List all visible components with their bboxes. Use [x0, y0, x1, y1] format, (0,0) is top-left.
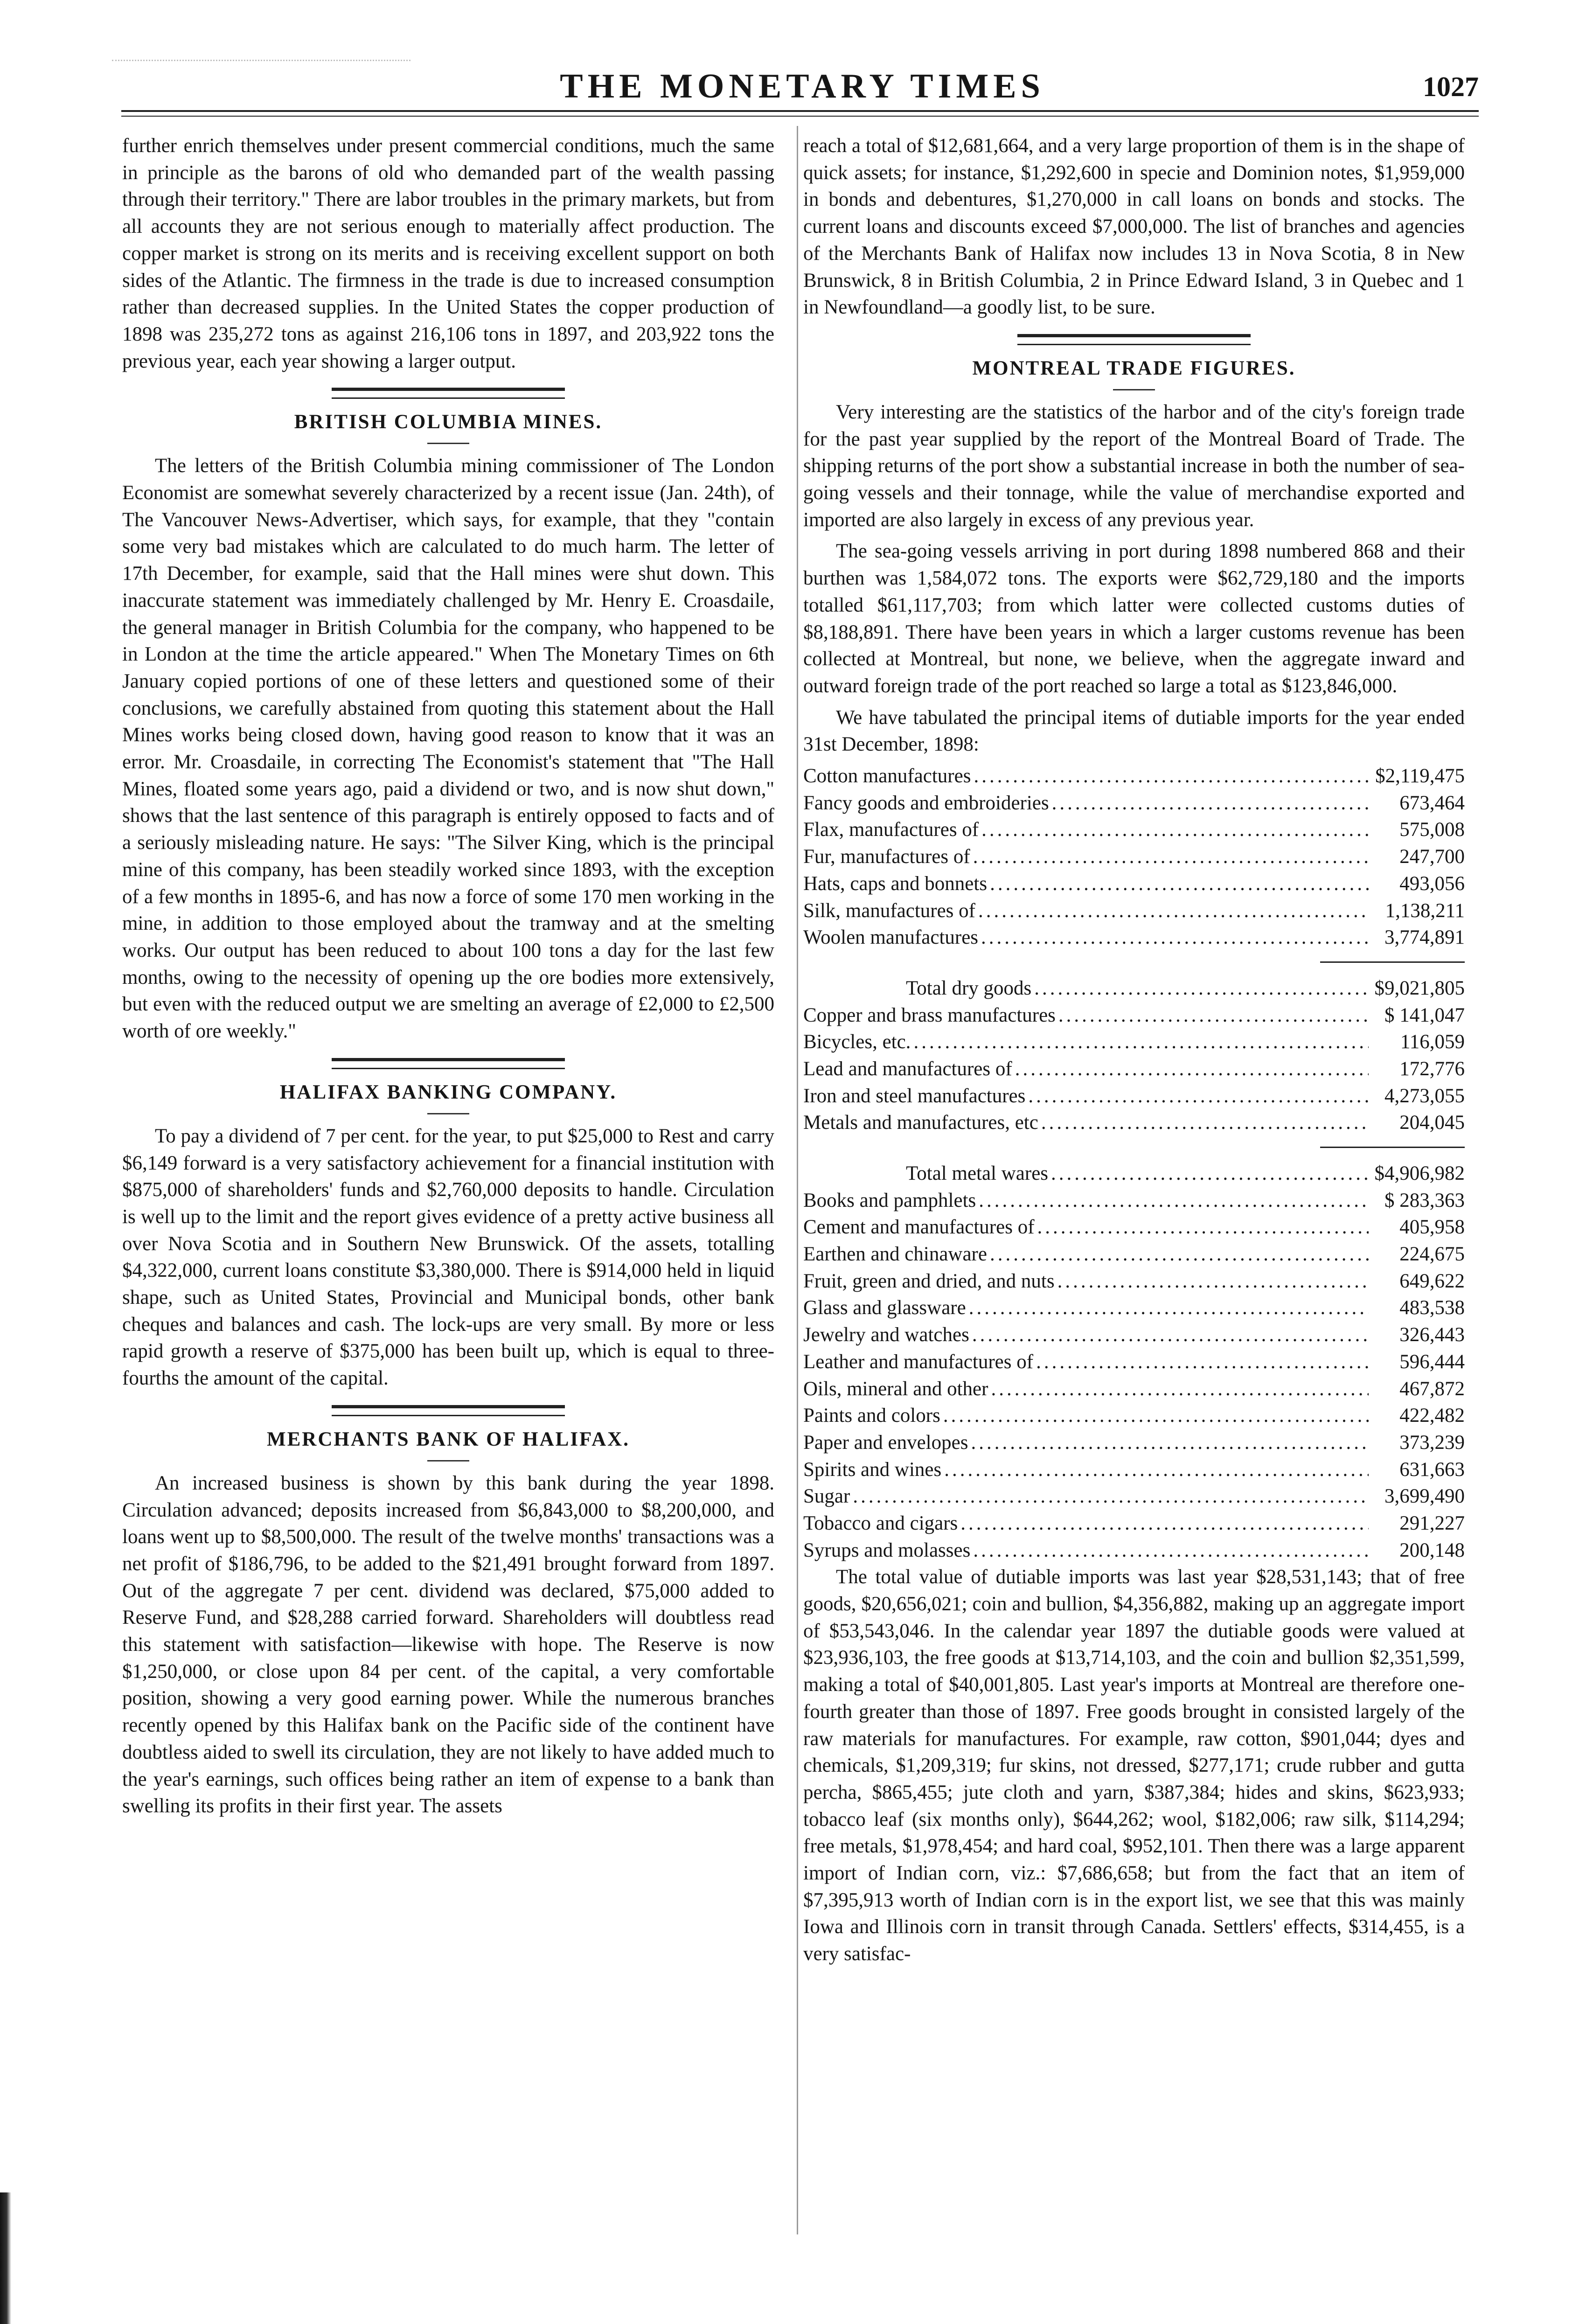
table-row: Hats, caps and bonnets ..... 493,056: [803, 870, 1465, 898]
table-row: Silk, manufactures of ..... 1,138,211: [803, 898, 1465, 925]
heading-rule: [427, 1460, 469, 1461]
table-row: Paper and envelopes ..... 373,239: [803, 1429, 1465, 1456]
montreal-paragraph-4: The total value of dutiable imports was last year $28,531,143; that of free goods, $20,656,021; coin and bullion, $4,356,882, making up an aggregate import of $53,543,046. In the calendar year 1897 the dutiable goods were valued at $23,936,103, the free goods at $13,714,103, and the coin and bullion $2,351,599, making a total of $40,001,805. Last year's imports at Montreal are therefore one-fourth greater than those of 1897. Free goods brought in consisted largely of the raw materials for manufactures. For example, raw cotton, $901,044; dyes and chemicals, $1,209,319; fur skins, not dressed, $277,171; crude rubber and gutta percha, $865,455; jute cloth and yarn, $387,384; hides and skins, $623,933; tobacco leaf (six months only), $644,262; wool, $182,006; raw silk, $114,294; free metals, $1,978,454; and hard coal, $952,101. Then there was a large apparent import of Indian corn, viz.: $7,686,658; but from the fact that an item of $7,395,913 worth of Indian corn is in the export list, we see that this was mainly Iowa and Illinois corn in transit through Canada. Settlers' effects, $314,455, is a very satisfac-: [803, 1566, 1465, 1965]
table-row: Jewelry and watches ..... 326,443: [803, 1322, 1465, 1349]
table-row: Bicycles, etc. ..... 116,059: [803, 1029, 1465, 1056]
merchants-bank-heading: MERCHANTS BANK OF HALIFAX.: [267, 1428, 630, 1450]
header-smudge: [112, 60, 410, 70]
heading-rule: [1113, 389, 1155, 390]
table-row: Tobacco and cigars ..... 291,227: [803, 1510, 1465, 1537]
montreal-trade-heading: MONTREAL TRADE FIGURES.: [972, 357, 1296, 379]
header-rule-bottom: [121, 116, 1479, 117]
merchants-bank-continued: reach a total of $12,681,664, and a very large proportion of them is in the shape of quick assets; for instance, $1,292,600 in specie and Dominion notes, $1,959,000 in bonds and debentures, $1,270,000 in call loans on bonds and stocks. The current loans and discounts exceed $7,000,000. The list of branches and agencies of the Merchants Bank of Halifax now includes 13 in Nova Scotia, 8 in New Brunswick, 8 in British Columbia, 2 in Prince Edward Island, 3 in Quebec and 1 in Newfoundland—a goodly list, to be sure.: [803, 135, 1465, 319]
right-column: [803, 132, 1465, 2232]
bc-mines-heading: BRITISH COLUMBIA MINES.: [294, 411, 603, 433]
table-row: Oils, mineral and other ..... 467,872: [803, 1376, 1465, 1403]
page-number: 1027: [1423, 71, 1479, 102]
table-row: Sugar ..... 3,699,490: [803, 1483, 1465, 1510]
column-divider: [797, 126, 798, 2234]
montreal-paragraph-3: We have tabulated the principal items of dutiable imports for the year ended 31st December, 1898:: [803, 706, 1465, 756]
table-row: Earthen and chinaware ..... 224,675: [803, 1241, 1465, 1268]
table-row: Syrups and molasses ..... 200,148: [803, 1537, 1465, 1564]
table-row: Cotton manufactures ..... $2,119,475: [803, 763, 1465, 790]
table-row: Fancy goods and embroideries ..... 673,464: [803, 790, 1465, 817]
table-row: Leather and manufactures of ..... 596,444: [803, 1349, 1465, 1376]
section-divider: [332, 1405, 565, 1416]
table-row: Paints and colors ..... 422,482: [803, 1402, 1465, 1429]
table-row: Fur, manufactures of ..... 247,700: [803, 843, 1465, 870]
page-edge-shadow: [0, 2192, 11, 2324]
table-row: Woolen manufactures ..... 3,774,891: [803, 924, 1465, 951]
table-row: Books and pamphlets ..... $ 283,363: [803, 1187, 1465, 1214]
table-row: Fruit, green and dried, and nuts ..... 649,622: [803, 1268, 1465, 1295]
header-rule-top: [121, 110, 1479, 112]
section-divider: [1017, 334, 1251, 345]
table-row: Flax, manufactures of ..... 575,008: [803, 816, 1465, 843]
heading-rule: [427, 443, 469, 444]
halifax-banking-heading: HALIFAX BANKING COMPANY.: [279, 1081, 617, 1103]
table-row: Iron and steel manufactures ..... 4,273,055: [803, 1083, 1465, 1110]
total-row: Total metal wares ..... $4,906,982: [803, 1160, 1465, 1187]
table-row: Spirits and wines ..... 631,663: [803, 1456, 1465, 1483]
merchants-bank-paragraph: An increased business is shown by this bank during the year 1898. Circulation advanced; deposits increased from $6,843,000 to $8,200,000, and loans went up to $8,500,000. The result of the twelve months' transactions was a net profit of $186,796, to be added to the $21,491 brought forward from 1897. Out of the aggregate 7 per cent. dividend was declared, $75,000 added to Reserve Fund, and $28,288 carried forward. Shareholders will doubtless read this statement with satisfaction—likewise with hope. The Reserve is now $1,250,000, or close upon 84 per cent. of the capital, a very comfortable position, showing a very good earning power. While the numerous branches recently opened by this Halifax bank on the Pacific side of the continent have doubtless aided to swell its circulation, they are not likely to have added much to the year's earnings, such offices being rather an item of expense to a bank than swelling its profits in their first year. The assets: [122, 1472, 774, 1817]
halifax-banking-paragraph: To pay a dividend of 7 per cent. for the year, to put $25,000 to Rest and carry $6,149 forward is a very satisfactory achievement for a financial institution with $875,000 of shareholders' funds and $2,760,000 deposits to handle. Circulation is well up to the limit and the report gives evidence of a pretty active business all over Nova Scotia and in Southern New Brunswick. Of the assets, totalling $4,322,000, current loans constitute $3,380,000. There is $914,000 held in liquid shape, such as United States, Provincial and Municipal bonds, other bank cheques and balances and cash. The lock-ups are very small. By more or less rapid growth a reserve of $375,000 has been built up, which is equal to three-fourths the amount of the capital.: [122, 1125, 774, 1390]
montreal-paragraph-2: The sea-going vessels arriving in port during 1898 numbered 868 and their burthen was 1,584,072 tons. The exports were $62,729,180 and the imports totalled $61,117,703; from which latter were collected customs duties of $8,188,891. There have been years in which a larger customs revenue has been collected at Montreal, but none, we believe, when the aggregate inward and outward foreign trade of the port reached so large a total as $123,846,000.: [803, 540, 1465, 697]
bc-mines-paragraph: The letters of the British Columbia mining commissioner of The London Economist are somewhat severely characterized by a recent issue (Jan. 24th), of The Vancouver News-Advertiser, which says, for example, that they "contain some very bad mistakes which are calculated to do much harm. The letter of 17th December, for example, said that the Hall mines were shut down. This inaccurate statement was immediately challenged by Mr. Henry E. Croasdaile, the general manager in British Columbia for the company, who happened to be in London at the time the article appeared." When The Monetary Times on 6th January copied portions of one of these letters and questioned some of their conclusions, we carefully abstained from quoting this statement about the Hall Mines works being closed down, having good reason to know that it was an error. Mr. Croasdaile, in correcting The Economist's statement that "The Hall Mines, floated some years ago, paid a dividend or two, and is now shut down," shows that the last sentence of this paragraph is entirely opposed to facts and of a seriously misleading nature. He says: "The Silver King, which is the principal mine of this company, has been steadily worked since 1893, with the exception of a few months in 1895-6, and has now a force of some 170 men working in the mine, in addition to those employed about the tramway and at the smelting works. Our output has been reduced to about 100 tons a day for the last few months, owing to the necessity of opening up the ore bodies more extensively, but even with the reduced output we are smelting an average of £2,000 to £2,500 worth of ore weekly.": [122, 455, 774, 1043]
imports-table: [803, 763, 1465, 1564]
section-divider: [332, 1058, 565, 1069]
table-row: Metals and manufactures, etc ..... 204,045: [803, 1109, 1465, 1136]
masthead-title: THE MONETARY TIMES: [560, 67, 1045, 105]
heading-rule: [427, 1113, 469, 1114]
subtotal-rule: [1320, 961, 1465, 963]
table-row: Cement and manufactures of ..... 405,958: [803, 1214, 1465, 1241]
copper-market-paragraph: further enrich themselves under present commercial conditions, much the same in principle as the barons of old who demanded part of the wealth passing through their territory." There are labor troubles in the primary markets, but from all accounts they are not serious enough to materially affect production. The copper market is strong on its merits and is receiving excellent support on both sides of the Atlantic. The firmness in the trade is due to increased consumption rather than decreased supplies. In the United States the copper production of 1898 was 235,272 tons as against 216,106 tons in 1897, and 203,922 tons the previous year, each year showing a larger output.: [122, 135, 774, 372]
subtotal-rule: [1320, 1147, 1465, 1148]
table-row: Lead and manufactures of ..... 172,776: [803, 1056, 1465, 1083]
section-divider: [332, 388, 565, 399]
montreal-paragraph-1: Very interesting are the statistics of the harbor and of the city's foreign trade for the past year supplied by the report of the Montreal Board of Trade. The shipping returns of the port show a substantial increase in both the number of sea-going vessels and their tonnage, while the value of merchandise exported and imported are also largely in excess of any previous year.: [803, 401, 1465, 531]
table-row: Glass and glassware ..... 483,538: [803, 1294, 1465, 1322]
table-row: Copper and brass manufactures ..... $ 141,047: [803, 1002, 1465, 1029]
total-row: Total dry goods ..... $9,021,805: [803, 975, 1465, 1002]
left-column: [122, 132, 774, 2232]
